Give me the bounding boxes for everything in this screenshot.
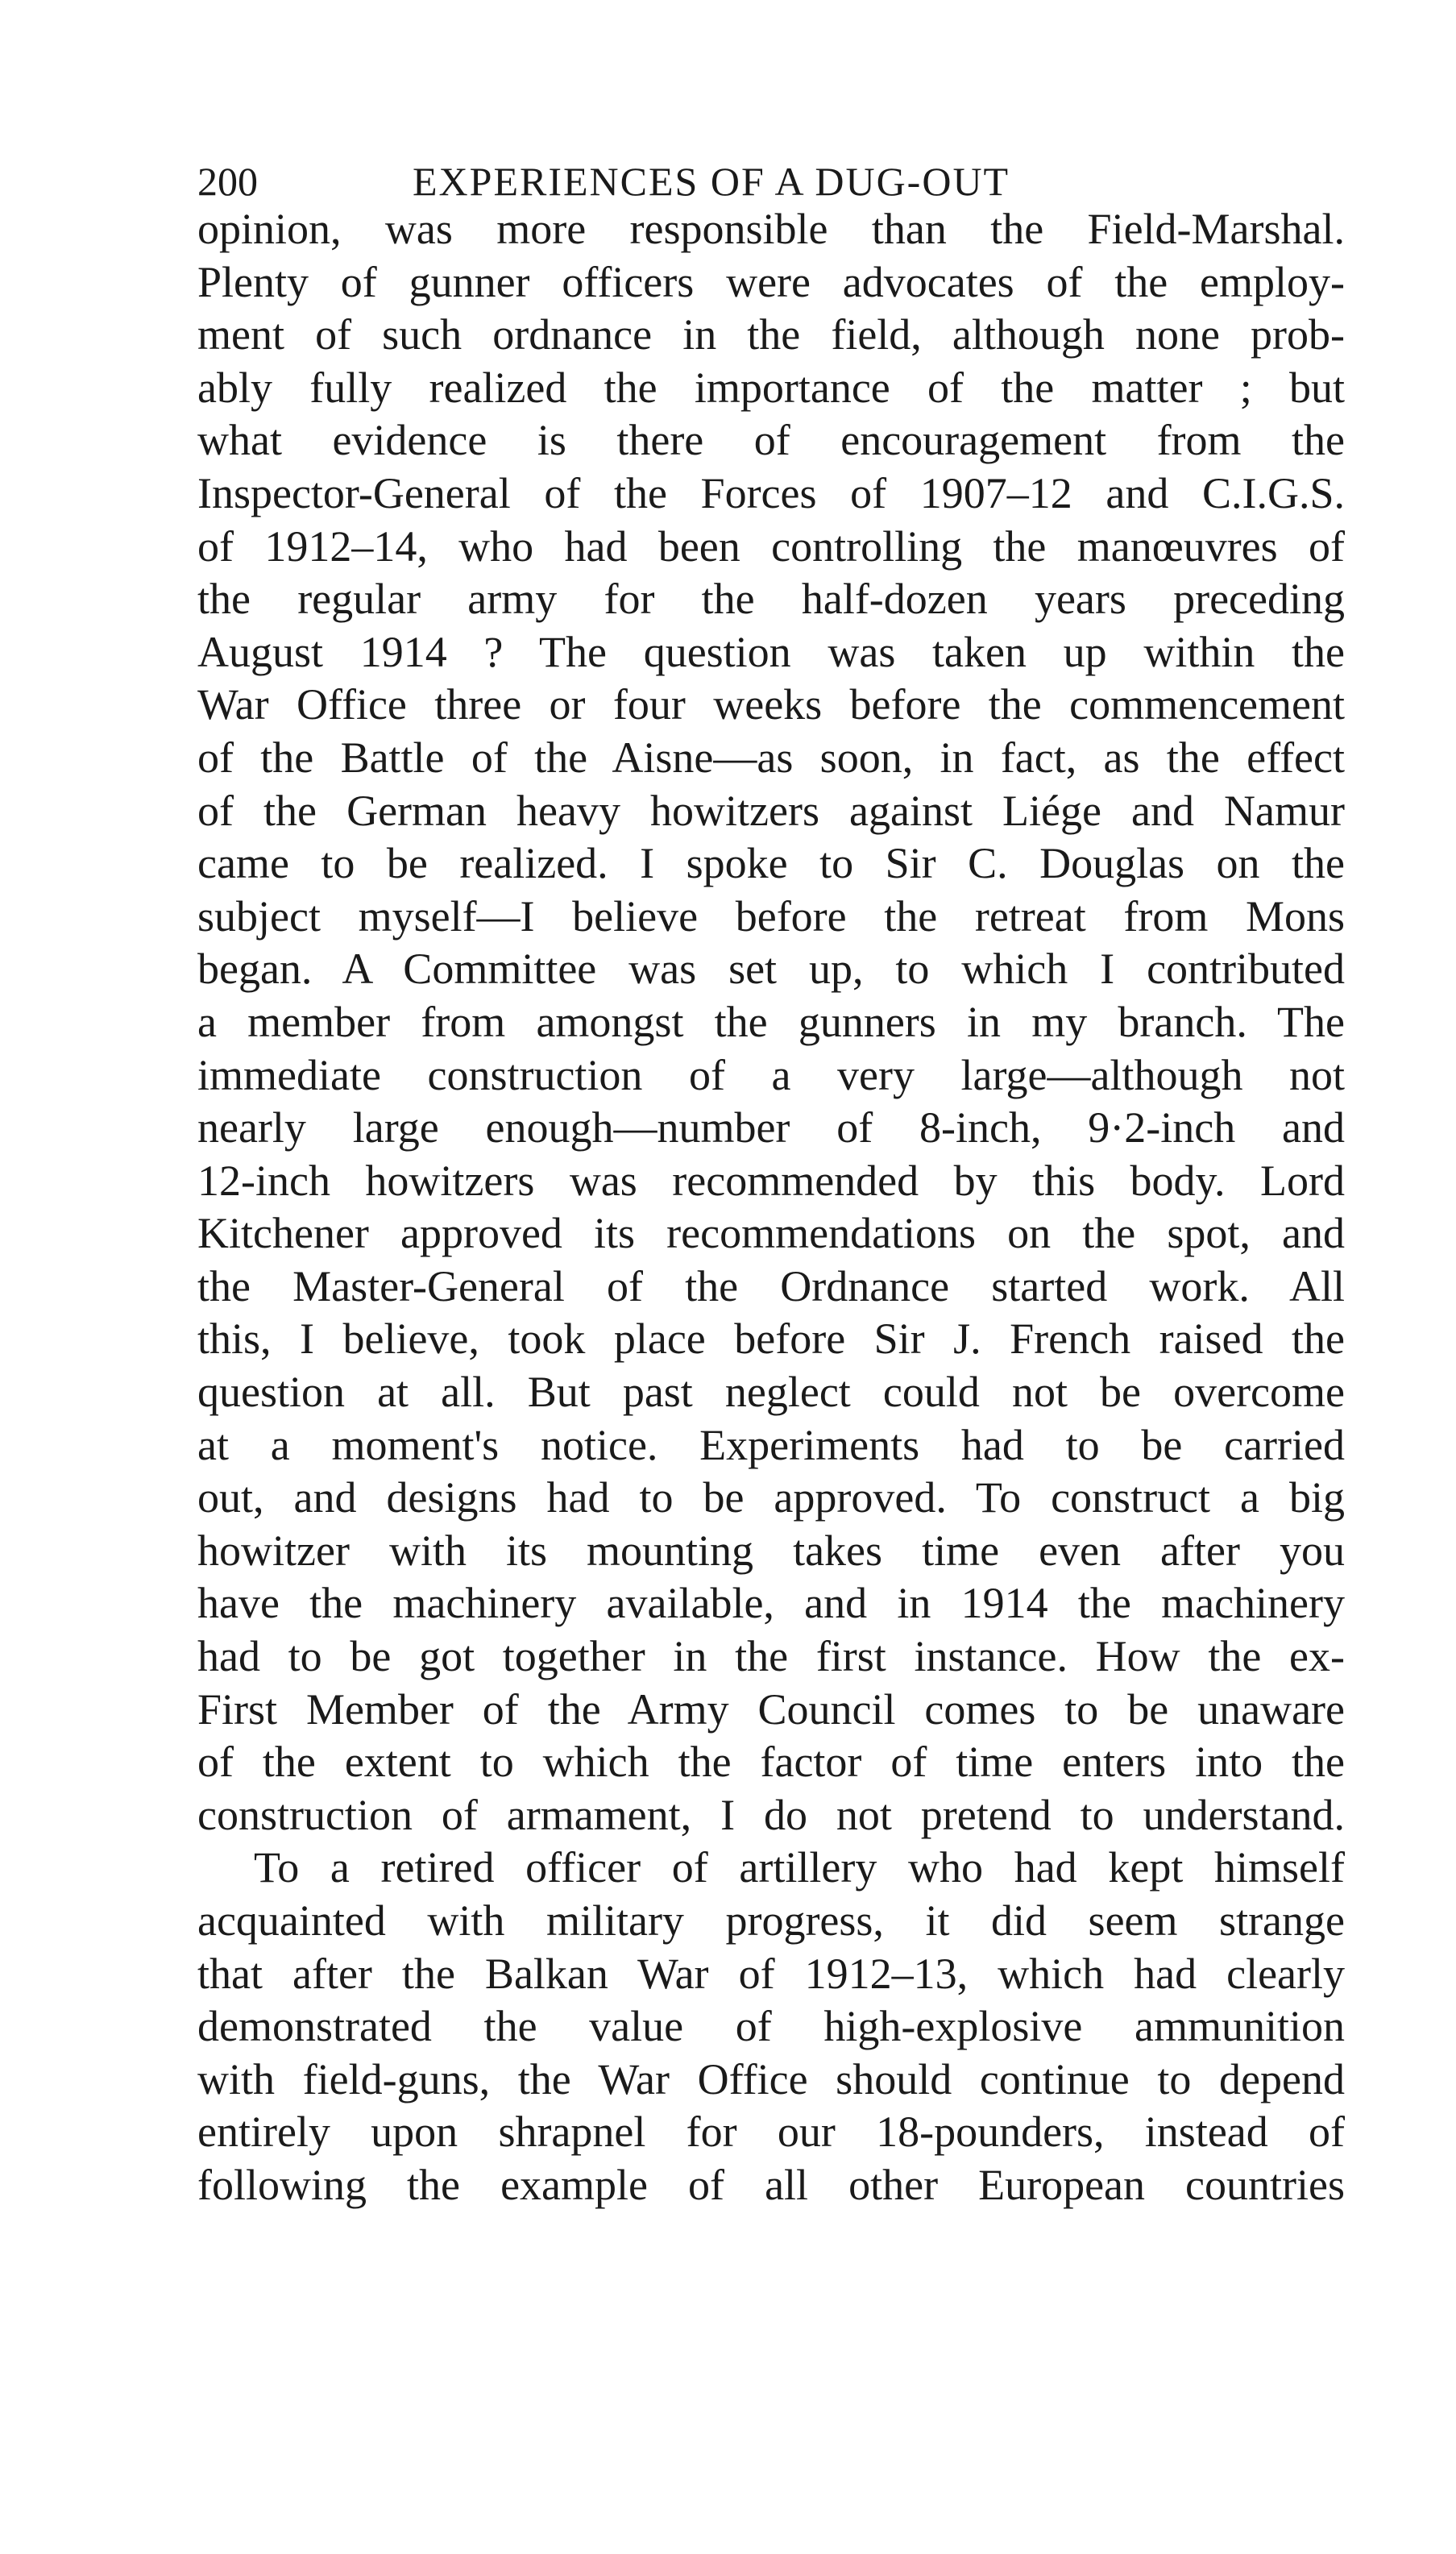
text-line: had to be got together in the first instance. How the ex- [197,1632,1345,1681]
text-line: opinion, was more responsible than the Field-Marshal. [197,205,1345,253]
text-line: at a moment's notice. Experiments had to be carried [197,1420,1345,1469]
text-line: acquainted with military progress, it did seem strange [197,1896,1345,1945]
text-line: ment of such ordnance in the field, although none prob- [197,310,1345,359]
text-line: question at all. But past neglect could not be overcome [197,1368,1345,1417]
text-line: demonstrated the value of high-explosive ammunition [197,2002,1345,2051]
text-line: have the machinery available, and in 1914 the machinery [197,1579,1345,1628]
text-line: a member from amongst the gunners in my branch. The [197,997,1345,1046]
text-line: ably fully realized the importance of the matter ; but [197,363,1345,412]
page-number: 200 [197,159,258,204]
text-line: following the example of all other European countries [197,2160,1345,2209]
text-line: that after the Balkan War of 1912–13, which had clearly [197,1949,1345,1998]
text-line: the Master-General of the Ordnance started work. All [197,1261,1345,1310]
text-line: out, and designs had to be approved. To construct a big [197,1473,1345,1522]
text-line: Inspector-General of the Forces of 1907–12 and C.I.G.S. [197,468,1345,517]
text-line: nearly large enough—number of 8-inch, 9·2-inch and [197,1103,1345,1152]
text-line: of the Battle of the Aisne—as soon, in fact, as the effect [197,733,1345,782]
text-line: August 1914 ? The question was taken up within the [197,627,1345,676]
text-line: howitzer with its mounting takes time even after you [197,1526,1345,1575]
text-line: of 1912–14, who had been controlling the manœuvres of [197,521,1345,571]
text-line: immediate construction of a very large—although not [197,1050,1345,1099]
running-title: EXPERIENCES OF A DUG-OUT [413,159,1010,204]
text-line: construction of armament, I do not pretend to understand. [197,1790,1345,1839]
text-line: of the extent to which the factor of time enters into the [197,1738,1345,1787]
text-line: Kitchener approved its recommendations on the spot, and [197,1209,1345,1258]
text-line: To a retired officer of artillery who had kept himself [254,1843,1345,1892]
text-line: came to be realized. I spoke to Sir C. Douglas on the [197,839,1345,888]
text-line: this, I believe, took place before Sir J. French raised the [197,1314,1345,1364]
text-line: subject myself—I believe before the retreat from Mons [197,891,1345,941]
text-line: First Member of the Army Council comes to be unaware [197,1684,1345,1734]
text-line: began. A Committee was set up, to which I contributed [197,945,1345,994]
text-line: entirely upon shrapnel for our 18-pounders, instead of [197,2108,1345,2157]
page-header [197,153,1345,210]
text-line: War Office three or four weeks before the commencement [197,680,1345,729]
text-line: what evidence is there of encouragement from the [197,416,1345,465]
text-line: of the German heavy howitzers against Liége and Namur [197,786,1345,835]
text-line: the regular army for the half-dozen years preceding [197,575,1345,624]
text-line: Plenty of gunner officers were advocates of the employ- [197,257,1345,306]
body-text [197,203,1345,2212]
text-line: 12-inch howitzers was recommended by this body. Lord [197,1156,1345,1205]
text-line: with field-guns, the War Office should continue to depend [197,2054,1345,2103]
